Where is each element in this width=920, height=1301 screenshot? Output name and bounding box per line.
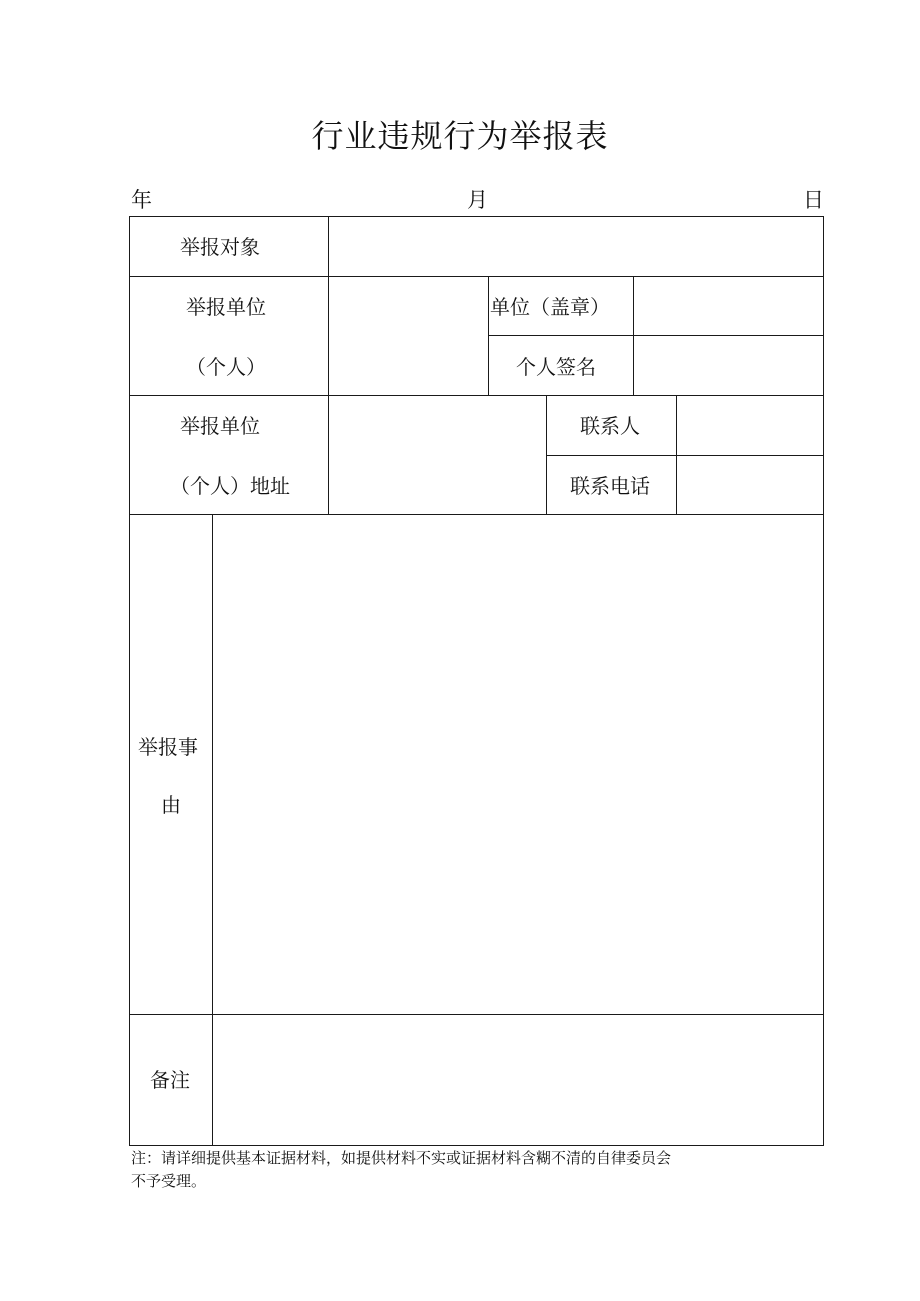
footnote-line2: 不予受理。 — [131, 1172, 207, 1190]
column-divider — [488, 276, 489, 395]
report-target-field[interactable] — [329, 217, 823, 276]
reporter-label-line1: 举报单位 — [186, 295, 266, 319]
reason-label-line1: 举报事 — [138, 735, 198, 759]
footnote — [131, 1147, 771, 1193]
report-target-label: 举报对象 — [180, 235, 260, 259]
date-year-label: 年 — [131, 188, 152, 212]
reporter-label-line2: （个人） — [186, 355, 266, 379]
footnote-line1: 注：请详细提供基本证据材料，如提供材料不实或证据材料含糊不清的自律委员会 — [131, 1149, 672, 1167]
date-month-label: 月 — [467, 188, 488, 212]
report-form-table — [129, 216, 824, 1146]
contact-phone-label: 联系电话 — [570, 474, 650, 498]
contact-person-field[interactable] — [677, 396, 823, 455]
reporter-name-field[interactable] — [329, 277, 488, 395]
reporter-address-field[interactable] — [329, 396, 546, 514]
report-reason-field[interactable] — [213, 515, 823, 1014]
contact-phone-field[interactable] — [677, 456, 823, 514]
contact-person-label: 联系人 — [580, 414, 640, 438]
personal-signature-field[interactable] — [634, 336, 823, 395]
page-title: 行业违规行为举报表 — [311, 117, 609, 155]
address-label-line2: （个人）地址 — [170, 474, 290, 498]
unit-seal-field[interactable] — [634, 277, 823, 335]
remarks-field[interactable] — [213, 1015, 823, 1145]
address-label-line1: 举报单位 — [180, 414, 260, 438]
personal-signature-label: 个人签名 — [516, 355, 596, 379]
reason-label-line2: 由 — [161, 793, 181, 817]
date-day-label: 日 — [803, 188, 824, 212]
column-divider — [546, 395, 547, 514]
remarks-label: 备注 — [150, 1068, 190, 1092]
unit-seal-label: 单位（盖章） — [490, 295, 610, 319]
